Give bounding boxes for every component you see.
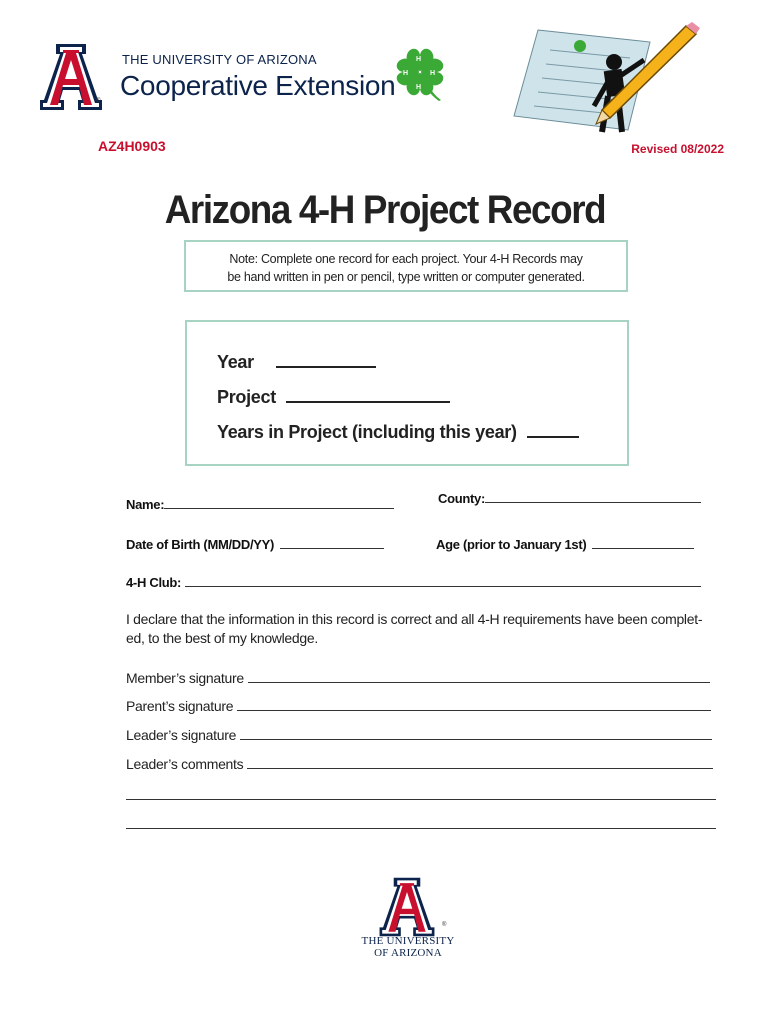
year-field[interactable]: [276, 352, 376, 368]
year-label: Year: [217, 352, 254, 372]
arizona-a-logo-icon: [378, 876, 436, 938]
leader-signature-label: Leader’s signature: [126, 727, 237, 743]
footer-wordmark: [340, 935, 476, 959]
member-signature-label: Member’s signature: [126, 670, 244, 686]
name-field[interactable]: [164, 496, 394, 509]
dob-row: [126, 536, 384, 552]
note-box: [184, 240, 628, 292]
arizona-a-logo-icon: [40, 42, 102, 112]
footer-registered-mark: ®: [442, 922, 447, 928]
pencil-record-clipart-icon: [510, 20, 700, 140]
comments-extra-line-1[interactable]: [126, 799, 716, 800]
age-row: [436, 536, 694, 552]
svg-text:H: H: [416, 84, 422, 91]
member-signature-row: [126, 670, 710, 686]
county-row: [438, 490, 701, 506]
unit-name: Cooperative Extension: [120, 70, 396, 101]
parent-signature-field[interactable]: [237, 698, 711, 711]
declaration-text: [126, 610, 718, 648]
revision-date: Revised 08/2022: [631, 142, 724, 156]
project-label: Project: [217, 387, 276, 407]
note-line-2: be hand written in pen or pencil, type written or computer generated.: [227, 270, 585, 284]
parent-signature-row: [126, 698, 711, 714]
leader-signature-row: [126, 727, 712, 743]
declaration-line-1: I declare that the information in this record is correct and all 4-H requirements have been complet-: [126, 611, 703, 627]
county-label: County:: [438, 491, 485, 506]
parent-signature-label: Parent’s signature: [126, 698, 234, 714]
years-in-project-row: [217, 422, 579, 443]
svg-text:H: H: [416, 56, 422, 63]
note-line-1: Note: Complete one record for each project. Your 4-H Records may: [229, 252, 583, 266]
footer-line-2: OF ARIZONA: [374, 947, 442, 959]
leader-signature-field[interactable]: [240, 727, 712, 740]
name-label: Name:: [126, 497, 165, 512]
years-in-project-label: Years in Project (including this year): [217, 422, 517, 442]
dob-field[interactable]: [280, 536, 384, 549]
svg-text:H: H: [430, 70, 436, 77]
age-field[interactable]: [592, 536, 694, 549]
club-label: 4-H Club:: [126, 575, 182, 590]
member-signature-field[interactable]: [248, 670, 710, 683]
university-name: THE UNIVERSITY OF ARIZONA: [122, 52, 317, 67]
leader-comments-label: Leader’s comments: [126, 756, 244, 772]
club-field[interactable]: [185, 574, 701, 587]
form-code: AZ4H0903: [98, 138, 166, 154]
svg-text:H: H: [403, 70, 409, 77]
name-row: [126, 496, 394, 512]
4h-clover-icon: [395, 44, 445, 102]
leader-comments-field[interactable]: [247, 756, 713, 769]
comments-extra-line-2[interactable]: [126, 828, 716, 829]
page-title: Arizona 4-H Project Record: [164, 188, 606, 232]
years-in-project-field[interactable]: [527, 422, 579, 438]
footer-line-1: THE UNIVERSITY: [361, 935, 455, 947]
club-row: [126, 574, 701, 590]
project-field[interactable]: [286, 387, 450, 403]
year-row: [217, 352, 376, 373]
dob-label: Date of Birth (MM/DD/YY): [126, 537, 275, 552]
project-info-box: [185, 320, 629, 466]
age-label: Age (prior to January 1st): [436, 537, 587, 552]
leader-comments-row: [126, 756, 713, 772]
registered-mark: ®: [96, 98, 101, 104]
county-field[interactable]: [485, 490, 701, 503]
declaration-line-2: ed, to the best of my knowledge.: [126, 630, 318, 646]
project-row: [217, 387, 450, 408]
